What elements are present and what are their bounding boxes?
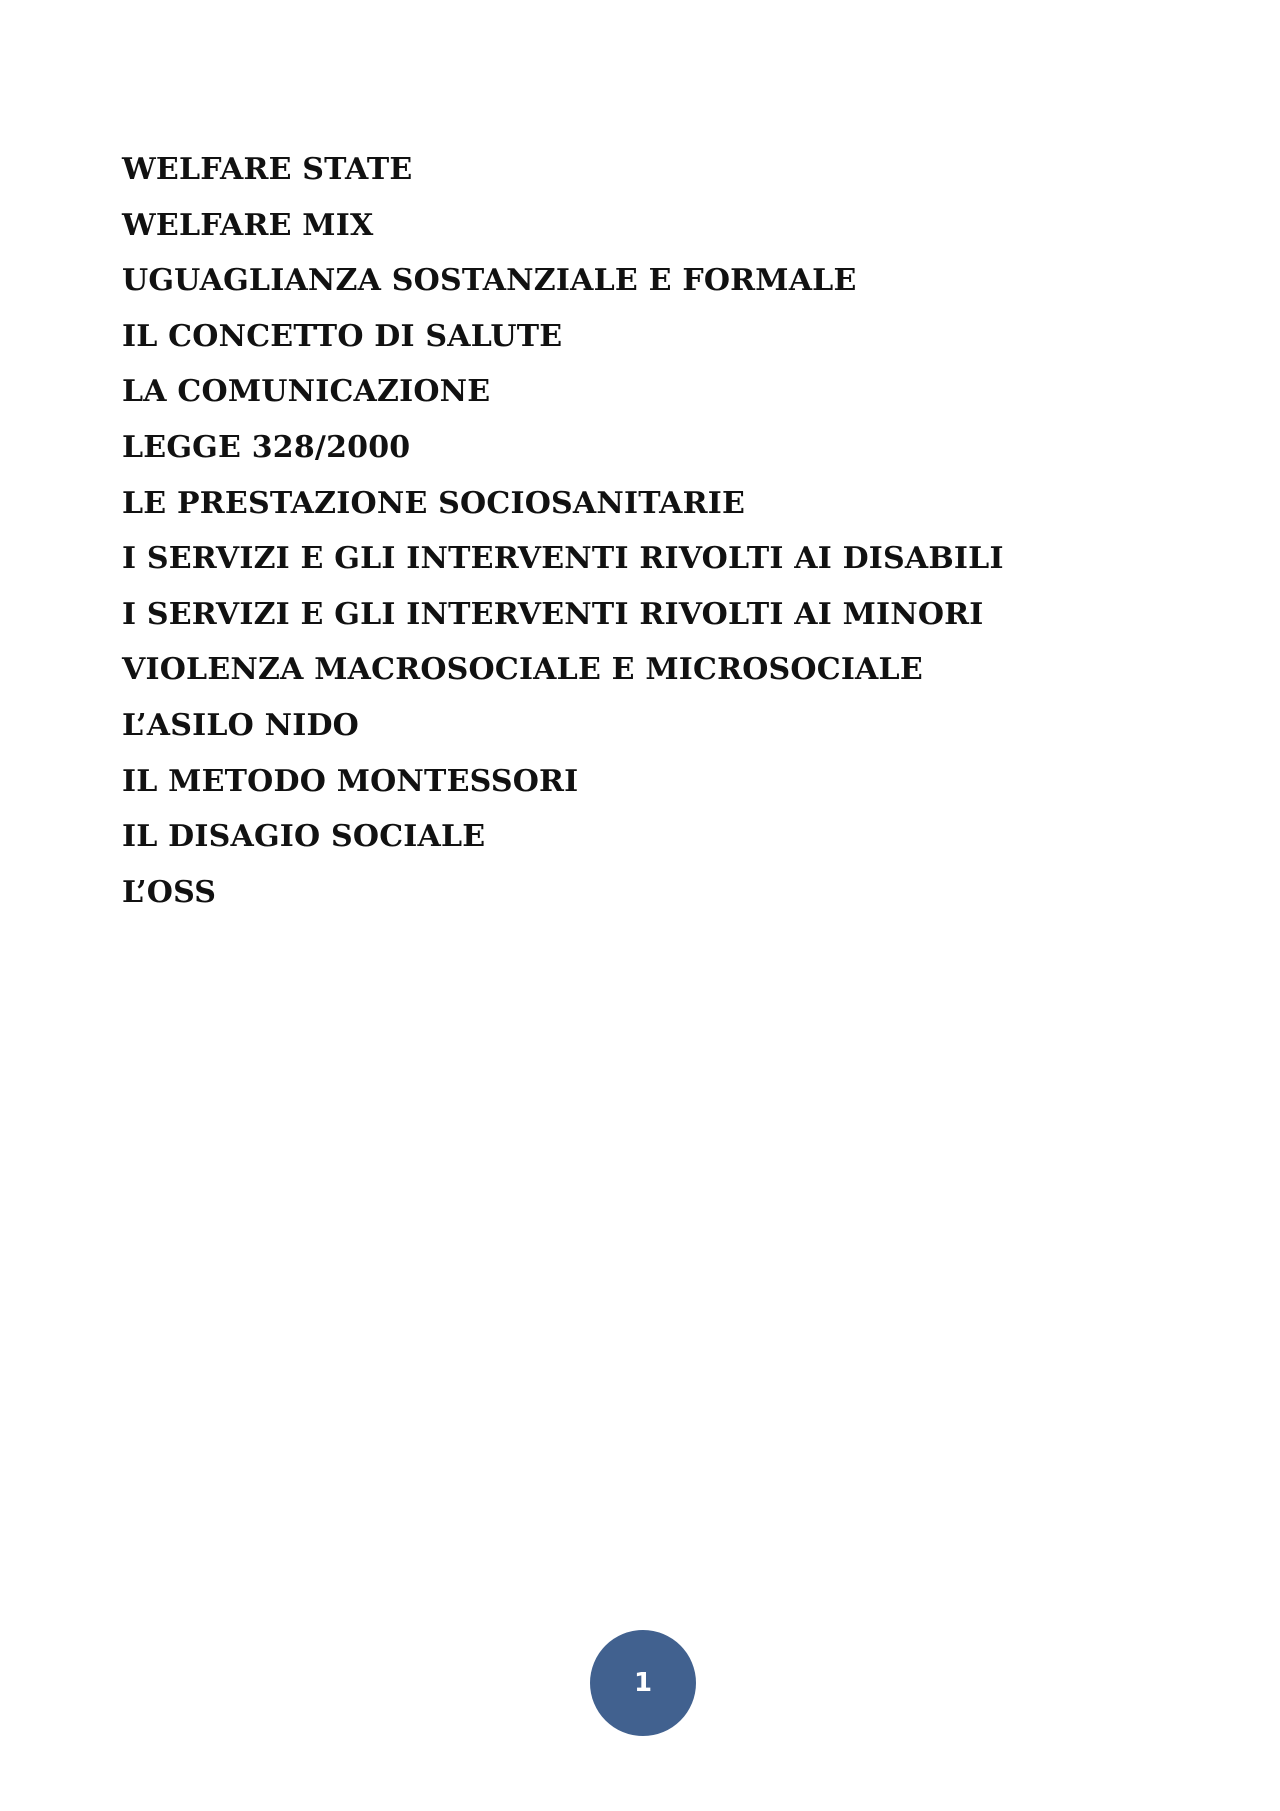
topic-item: VIOLENZA MACROSOCIALE E MICROSOCIALE (122, 652, 923, 688)
topic-item: IL CONCETTO DI SALUTE (122, 318, 563, 354)
topic-item: I SERVIZI E GLI INTERVENTI RIVOLTI AI MINORI (122, 596, 984, 632)
page-number-badge (590, 1630, 696, 1736)
topic-item: LE PRESTAZIONE SOCIOSANITARIE (122, 485, 746, 521)
topic-item: UGUAGLIANZA SOSTANZIALE E FORMALE (122, 263, 857, 299)
topic-item: LEGGE 328/2000 (122, 429, 411, 465)
topic-item: WELFARE STATE (122, 152, 413, 187)
topic-item: IL METODO MONTESSORI (122, 763, 579, 799)
topic-item: LA COMUNICAZIONE (122, 374, 491, 410)
page-number: 1 (633, 1668, 653, 1698)
topic-item: WELFARE MIX (122, 207, 374, 243)
topic-list (122, 142, 1004, 920)
topic-item: L’OSS (122, 874, 217, 910)
topic-item: I SERVIZI E GLI INTERVENTI RIVOLTI AI DISABILI (122, 541, 1004, 577)
topic-item: L’ASILO NIDO (122, 707, 359, 743)
topic-item: IL DISAGIO SOCIALE (122, 819, 486, 855)
